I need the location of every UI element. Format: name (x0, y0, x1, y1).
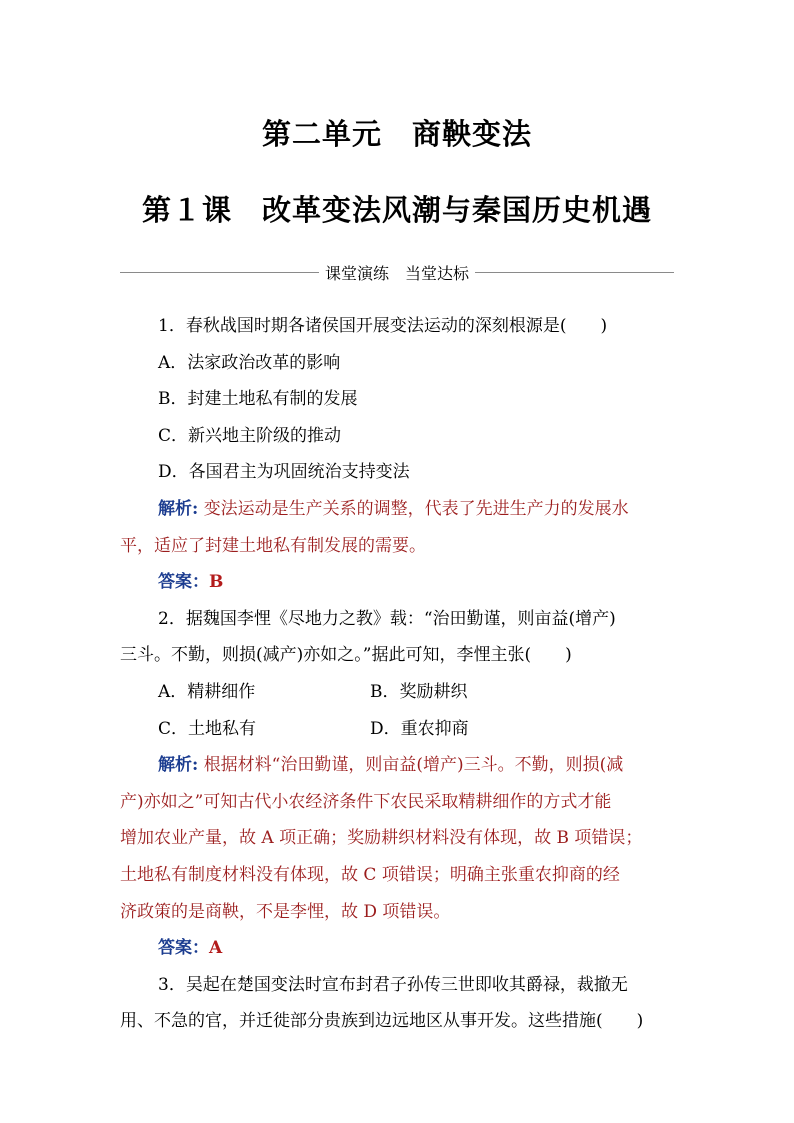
q1-option-b: B．封建土地私有制的发展 (158, 389, 358, 410)
q2-analysis-line-5: 济政策的是商鞅，不是李悝，故 D 项错误。 (120, 901, 451, 922)
q2-analysis-text-1: 根据材料“治田勤谨，则亩益(增产)三斗。不勤，则损(减 (203, 755, 624, 776)
q2-option-a: A．精耕细作 (158, 681, 256, 702)
q2-answer-value: A (209, 938, 223, 959)
q2-analysis-line-3: 增加农业产量，故 A 项正确；奖励耕织材料没有体现，故 B 项错误； (120, 828, 643, 849)
q2-option-b: B．奖励耕织 (370, 681, 468, 702)
q2-analysis-tag: 解析: (158, 755, 199, 776)
lesson-title: 第１课 改革变法风潮与秦国历史机遇 (141, 193, 652, 227)
unit-title: 第二单元 商鞅变法 (261, 117, 532, 151)
q3-stem-line-1: 3．吴起在楚国变法时宣布封君子孙传三世即收其爵禄，裁撤无 (158, 974, 628, 995)
q2-answer (120, 930, 676, 967)
q1-answer-label: 答案： (158, 572, 209, 593)
q1-option-c: C．新兴地主阶级的推动 (158, 425, 342, 446)
q2-stem-line-2: 三斗。不勤，则损(减产)亦如之。”据此可知，李悝主张( ) (120, 645, 572, 666)
q1-analysis-line-2: 平，适应了封建土地私有制发展的需要。 (120, 535, 426, 556)
q2-analysis-line-2: 产)亦如之”可知古代小农经济条件下农民采取精耕细作的方式才能 (120, 791, 612, 812)
exercise-content (120, 308, 676, 1040)
q2-options-row-2 (120, 711, 676, 748)
q2-option-c: C．土地私有 (158, 718, 257, 739)
q1-stem: 1．春秋战国时期各诸侯国开展变法运动的深刻根源是( ) (158, 316, 608, 336)
q2-options-row-1 (120, 674, 676, 711)
q1-option-d: D．各国君主为巩固统治支持变法 (158, 462, 410, 483)
section-divider (120, 261, 674, 283)
divider-rule-left (120, 272, 319, 273)
q1-answer (120, 564, 676, 601)
q1-answer-value: B (209, 572, 224, 593)
q2-analysis-line-1 (120, 747, 676, 784)
q2-option-d: D．重农抑商 (370, 718, 469, 739)
q3-stem-line-2: 用、不急的官，并迁徙部分贵族到边远地区从事开发。这些措施( ) (120, 1011, 644, 1032)
divider-rule-right (475, 272, 674, 273)
q2-answer-label: 答案： (158, 938, 209, 959)
q1-option-a: A．法家政治改革的影响 (158, 352, 341, 373)
q2-stem-line-1: 2．据魏国李悝《尽地力之教》载：“治田勤谨，则亩益(增产) (158, 608, 616, 629)
q1-analysis-line-1 (120, 491, 676, 528)
q1-analysis-tag: 解析: (158, 498, 199, 519)
section-label: 课堂演练 当堂达标 (325, 263, 470, 283)
q1-analysis-text-1: 变法运动是生产关系的调整，代表了先进生产力的发展水 (203, 498, 629, 519)
q2-analysis-line-4: 土地私有制度材料没有体现，故 C 项错误；明确主张重农抑商的经 (120, 864, 620, 885)
